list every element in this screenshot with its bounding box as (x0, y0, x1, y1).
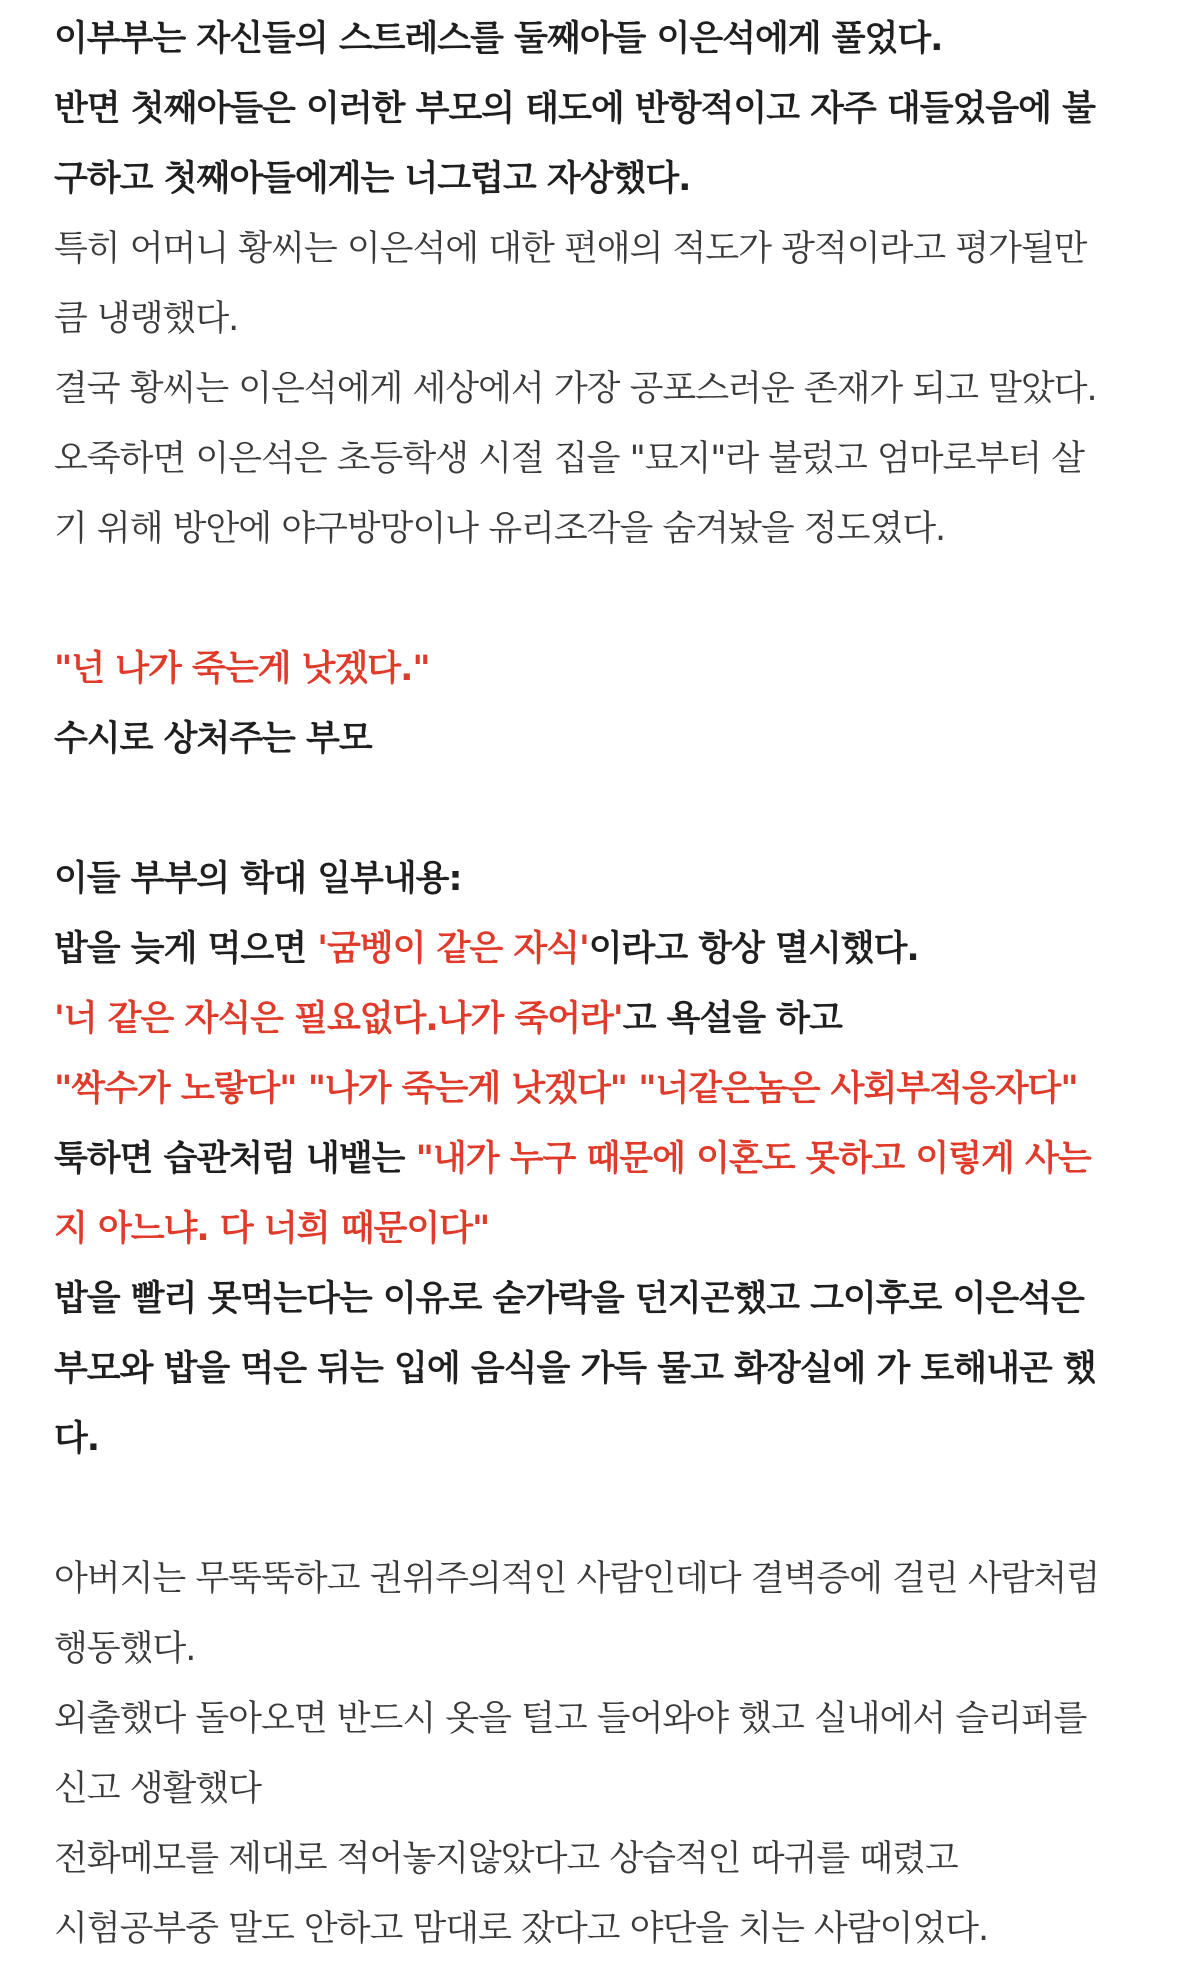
paragraph-line: 특히 어머니 황씨는 이은석에 대한 편애의 적도가 광적이라고 평가될만 (54, 229, 1087, 269)
subheading: 수시로 상처주는 부모 (54, 719, 372, 759)
paragraph-line: 행동했다. (54, 1629, 196, 1669)
paragraph-line: 외출했다 돌아오면 반드시 옷을 털고 들어와야 했고 실내에서 슬리퍼를 (54, 1699, 1087, 1739)
paragraph-line: 결국 황씨는 이은석에게 세상에서 가장 공포스러운 존재가 되고 말았다. (54, 369, 1097, 409)
paragraph-line: 전화메모를 제대로 적어놓지않았다고 상습적인 따귀를 때렸고 (54, 1839, 958, 1879)
abuse-heading: 이들 부부의 학대 일부내용: (54, 859, 462, 899)
highlight-quote: "내가 누구 때문에 이혼도 못하고 이렇게 사는 (415, 1139, 1091, 1179)
abuse-line (54, 984, 1129, 1054)
paragraph-line: 신고 생활했다 (54, 1769, 261, 1809)
abuse-line (54, 1194, 1129, 1264)
spacer (54, 1474, 1129, 1544)
highlight-quote: 지 아느냐. 다 너희 때문이다" (54, 1209, 490, 1249)
spacer (54, 564, 1129, 634)
text-segment: 고 욕설을 하고 (622, 999, 842, 1039)
paragraph-line: 아버지는 무뚝뚝하고 권위주의적인 사람인데다 결벽증에 걸린 사람처럼 (54, 1559, 1100, 1599)
text-segment: 이라고 항상 멸시했다. (588, 929, 919, 969)
abuse-line: 밥을 빨리 못먹는다는 이유로 숟가락을 던지곤했고 그이후로 이은석은 (54, 1279, 1084, 1319)
quote-heading: "넌 나가 죽는게 낫겠다." (54, 649, 430, 689)
paragraph-line: 구하고 첫째아들에게는 너그럽고 자상했다. (54, 159, 691, 199)
abuse-line: 다. (54, 1419, 100, 1459)
highlight-quote: '굼벵이 같은 자식' (317, 929, 589, 969)
abuse-line: 부모와 밥을 먹은 뒤는 입에 음식을 가득 물고 화장실에 가 토해내곤 했 (54, 1349, 1096, 1389)
highlight-quote: '너 같은 자식은 필요없다.나가 죽어라' (54, 999, 623, 1039)
abuse-line (54, 1124, 1129, 1194)
paragraph-line: 시험공부중 말도 안하고 맘대로 잤다고 야단을 치는 사람이었다. (54, 1909, 989, 1949)
paragraph-line: 반면 첫째아들은 이러한 부모의 태도에 반항적이고 자주 대들었음에 불 (54, 89, 1095, 129)
abuse-line (54, 1054, 1129, 1124)
highlight-quote: "싹수가 노랗다" "나가 죽는게 낫겠다" "너같은놈은 사회부적응자다" (54, 1069, 1078, 1109)
paragraph-line: 큼 냉랭했다. (54, 299, 239, 339)
text-segment: 밥을 늦게 먹으면 (54, 929, 318, 969)
abuse-line (54, 914, 1129, 984)
text-segment: 툭하면 습관처럼 내뱉는 (54, 1139, 416, 1179)
paragraph-line: 이부부는 자신들의 스트레스를 둘째아들 이은석에게 풀었다. (54, 19, 943, 59)
paragraph-line: 오죽하면 이은석은 초등학생 시절 집을 "묘지"라 불렀고 엄마로부터 살 (54, 439, 1084, 479)
paragraph-line: 기 위해 방안에 야구방망이나 유리조각을 숨겨놨을 정도였다. (54, 509, 946, 549)
spacer (54, 774, 1129, 844)
